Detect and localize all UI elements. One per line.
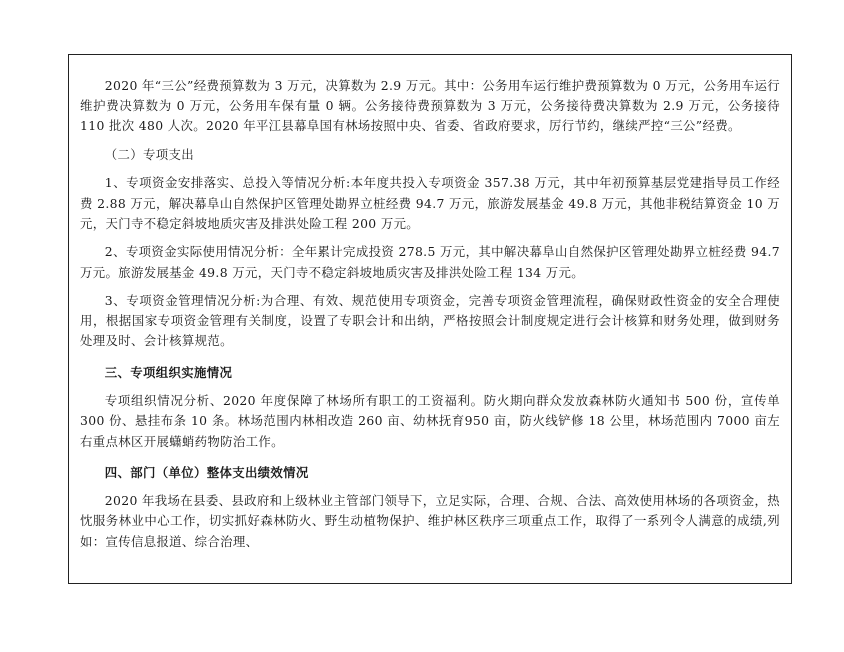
paragraph-overall-performance: 2020 年我场在县委、县政府和上级林业主管部门领导下，立足实际，合理、合规、合法、高效使用林场的各项资金，热忱服务林业中心工作，切实抓好森林防火、野生动植物保护、维护林区秩序三项重点工作，取得了一系列令人满意的成绩,列如：宣传信息报道、综合治理、 — [80, 493, 780, 549]
document-body — [80, 76, 780, 552]
heading-overall-performance: 四、部门（单位）整体支出绩效情况 — [104, 464, 309, 480]
paragraph-special-funds-management: 3、专项资金管理情况分析:为合理、有效、规范使用专项资金，完善专项资金管理流程，确保财政性资金的安全合理使用，根据国家专项资金管理有关制度，设置了专职会计和出纳，严格按照会计制度规定进行会计核算和财务处理，做到财务处理及时、会计核算规范。 — [80, 293, 780, 349]
paragraph-three-public-expenses: 2020 年“三公”经费预算数为 3 万元，决算数为 2.9 万元。其中：公务用车运行维护费预算数为 0 万元，公务用车运行维护费决算数为 0 万元，公务用车保有量 0 辆。公务接待费预算数为 3 万元，公务接待费决算数为 2.9 万元，公务接待 110 批次 480 人次。2020 年平江县幕阜国有林场按照中央、省委、省政府要求，厉行节约，继续严控“三公”经费。 — [80, 78, 780, 134]
paragraph-project-organization: 专项组织情况分析、2020 年度保障了林场所有职工的工资福利。防火期向群众发放森林防火通知书 500 份，宣传单 300 份、悬挂布条 10 条。林场范围内林相改造 260 亩、幼林抚育950 亩，防火线铲修 18 公里，林场范围内 7000 亩左右重点林区开展蟏蛸药物防治工作。 — [80, 393, 780, 449]
section-special-expenditure-title: （二）专项支出 — [104, 146, 194, 162]
paragraph-special-funds-usage: 2、专项资金实际使用情况分析：全年累计完成投资 278.5 万元，其中解决幕阜山自然保护区管理处勘界立桩经费 94.7 万元。旅游发展基金 49.8 万元，天门寺不稳定斜坡地质灾害及排洪处险工程 134 万元。 — [80, 244, 780, 280]
paragraph-special-funds-arrangement: 1、专项资金安排落实、总投入等情况分析:本年度共投入专项资金 357.38 万元，其中年初预算基层党建指导员工作经费 2.88 万元，解决幕阜山自然保护区管理处勘界立桩经费 94.7 万元，旅游发展基金 49.8 万元，其他非税结算资金 10 万元，天门寺不稳定斜坡地质灾害及排洪处险工程 200 万元。 — [80, 175, 780, 231]
heading-project-organization: 三、专项组织实施情况 — [104, 364, 233, 380]
